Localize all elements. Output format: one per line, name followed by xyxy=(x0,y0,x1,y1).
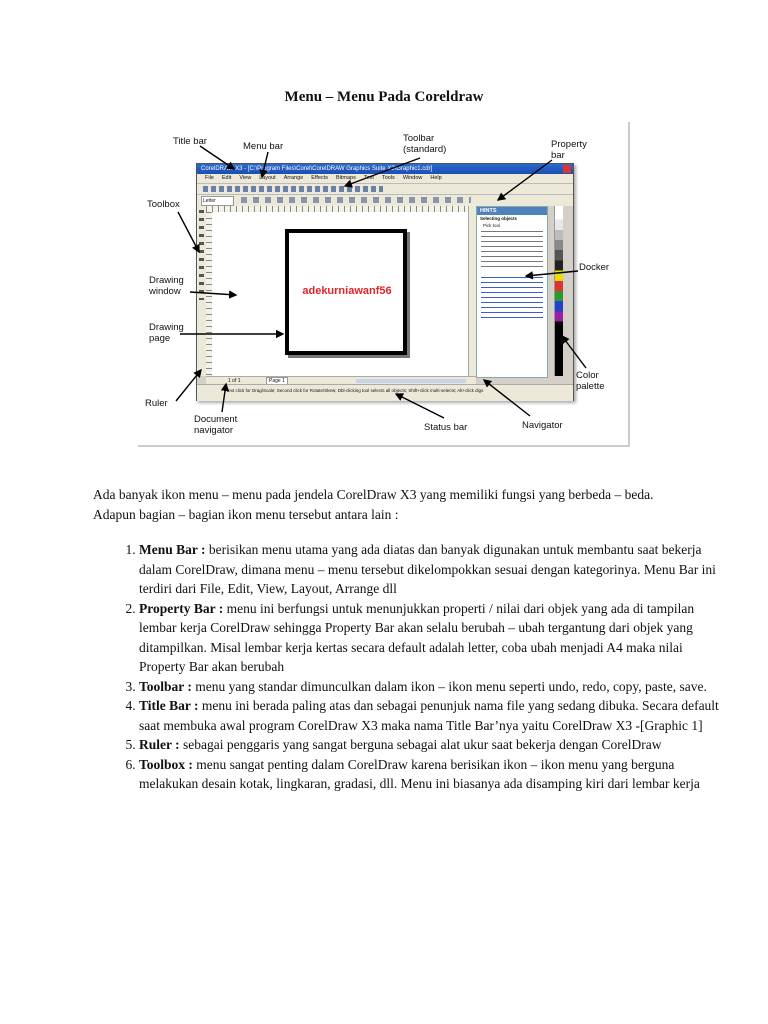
label-drawing-page-line2: page xyxy=(149,333,171,344)
label-color-line2: palette xyxy=(576,381,605,392)
app-docker xyxy=(476,206,548,378)
label-ruler: Ruler xyxy=(145,398,168,409)
app-menu-item[interactable]: Text xyxy=(363,175,374,181)
app-color-palette[interactable] xyxy=(554,206,563,376)
label-property-bar xyxy=(551,139,587,161)
app-menu-item[interactable]: View xyxy=(239,175,252,181)
app-menu-item[interactable]: Window xyxy=(402,175,423,181)
app-menu-item[interactable]: Layout xyxy=(259,175,276,181)
intro-paragraph: Ada banyak ikon menu – menu pada jendela CorelDraw X3 yang memiliki fungsi yang berbeda – beda. Adapun bagian – bagian ikon menu tersebut antara lain : xyxy=(93,487,654,522)
label-property-line1: Property xyxy=(551,139,587,150)
app-status-bar xyxy=(197,384,573,401)
status-text: Next click for Drag/Scale; Second click for Rotate/Skew; Dbl-clicking tool selects all objects; Shift+click multi-selects; Alt+click digs xyxy=(225,388,484,393)
list-item xyxy=(139,755,729,794)
app-menu-item[interactable]: Arrange xyxy=(283,175,304,181)
label-drawing-window-line2: window xyxy=(149,286,181,297)
label-toolbar xyxy=(403,133,446,155)
app-drawing-page[interactable] xyxy=(285,229,407,355)
app-menu-item[interactable]: Tools xyxy=(381,175,395,181)
label-toolbar-line2: (standard) xyxy=(403,144,447,155)
app-close-icon[interactable] xyxy=(563,165,571,173)
page-tab[interactable]: Page 1 xyxy=(266,377,288,385)
app-title-bar xyxy=(197,164,573,174)
label-color-line1: Color xyxy=(576,370,599,381)
page-watermark-text: adekurniawanf56 xyxy=(302,285,392,297)
docker-header: HINTS xyxy=(477,207,547,215)
label-docker: Docker xyxy=(579,262,610,273)
list-item xyxy=(139,677,729,697)
list-item xyxy=(139,599,729,677)
app-menu-item[interactable]: Effects xyxy=(311,175,328,181)
label-color-palette xyxy=(576,370,605,392)
list-item-term: Ruler : xyxy=(139,737,180,752)
app-drawing-window[interactable] xyxy=(212,212,468,376)
label-drawing-window xyxy=(149,275,184,297)
list-item-term: Toolbox : xyxy=(139,756,193,772)
page-counter: 1 of 1 xyxy=(228,378,241,384)
label-drawing-window-line1: Drawing xyxy=(149,275,184,286)
horizontal-scrollbar[interactable] xyxy=(356,379,466,383)
list-item-text: menu sangat penting dalam CorelDraw karena berisikan ikon – ikon menu yang berguna melakukan desain kotak, lingkaran, gradasi, dll. Menu ini biasanya ada disamping kiri dari lembar kerja xyxy=(139,756,700,791)
app-vertical-scrollbar[interactable] xyxy=(468,206,476,376)
label-drawing-page xyxy=(149,322,184,344)
app-title-text: CorelDRAW X3 - [C:\Program Files\Corel\CorelDRAW Graphics Suite X3\Graphic1.cdr] xyxy=(201,166,433,172)
list-item-term: Property Bar : xyxy=(139,600,224,616)
app-menu-item[interactable]: Edit xyxy=(221,175,232,181)
list-item-text: sebagai penggaris yang sangat berguna sebagai alat ukur saat bekerja dengan CorelDraw xyxy=(179,737,662,752)
app-menu-item[interactable]: Bitmaps xyxy=(336,175,356,181)
label-drawing-page-line1: Drawing xyxy=(149,322,184,333)
page-title: Menu – Menu Pada Coreldraw xyxy=(284,89,484,105)
list-item xyxy=(139,735,729,755)
list-item-term: Title Bar : xyxy=(139,698,199,713)
label-document-navigator xyxy=(194,414,237,436)
list-item xyxy=(139,540,729,599)
docker-subtitle: Selecting objects xyxy=(480,216,518,221)
list-item-term: Menu Bar : xyxy=(139,542,206,557)
label-menu-bar: Menu bar xyxy=(243,141,284,152)
list-item-text: menu ini berada paling atas dan sebagai penunjuk nama file yang sedang dibuka. Secara default saat membuka awal program CorelDraw X3 maka nama Title Bar’nya yaitu CorelDraw X3 -[Graphic 1] xyxy=(139,698,719,733)
menu-list xyxy=(93,540,729,794)
label-status-bar: Status bar xyxy=(424,422,468,433)
docker-tool-name: Pick tool xyxy=(483,223,501,228)
app-standard-toolbar xyxy=(197,183,573,194)
label-title-bar: Title bar xyxy=(173,136,207,147)
app-menu-bar xyxy=(197,174,573,183)
app-property-bar xyxy=(197,194,573,206)
list-item xyxy=(139,696,729,735)
label-property-line2: bar xyxy=(551,150,565,161)
list-item-text: berisikan menu utama yang ada diatas dan banyak digunakan untuk membantu saat bekerja dalam CorelDraw, dimana menu – menu tersebut dikelompokkan sesuai dengan kategorinya. Menu Bar ini terdiri dari File, Edit, View, Layout, Arrange dll xyxy=(139,542,716,596)
paper-size-select[interactable]: Letter xyxy=(201,196,234,206)
label-navigator: Navigator xyxy=(522,420,563,431)
label-toolbox: Toolbox xyxy=(147,199,180,210)
list-item-text: menu yang standar dimunculkan dalam ikon – ikon menu seperti undo, redo, copy, paste, save. xyxy=(191,678,707,694)
app-menu-item[interactable]: File xyxy=(205,175,214,181)
label-toolbar-line1: Toolbar xyxy=(403,133,435,144)
list-item-term: Toolbar : xyxy=(139,678,192,694)
list-item-text: menu ini berfungsi untuk menunjukkan properti / nilai dari objek yang ada di tampilan lembar kerja CorelDraw sehingga Property Bar akan selalu berubah – ubah tergantung dari objek yang ditampilkan. Misal lembar kerja kertas secara default adalah letter, coba ubah menjadi A4 maka nilai Property Bar akan berubah xyxy=(139,600,695,674)
app-screenshot xyxy=(196,163,574,401)
label-docnav-line1: Document xyxy=(194,414,238,425)
app-menu-item[interactable]: Help xyxy=(430,175,442,181)
label-docnav-line2: navigator xyxy=(194,425,234,436)
